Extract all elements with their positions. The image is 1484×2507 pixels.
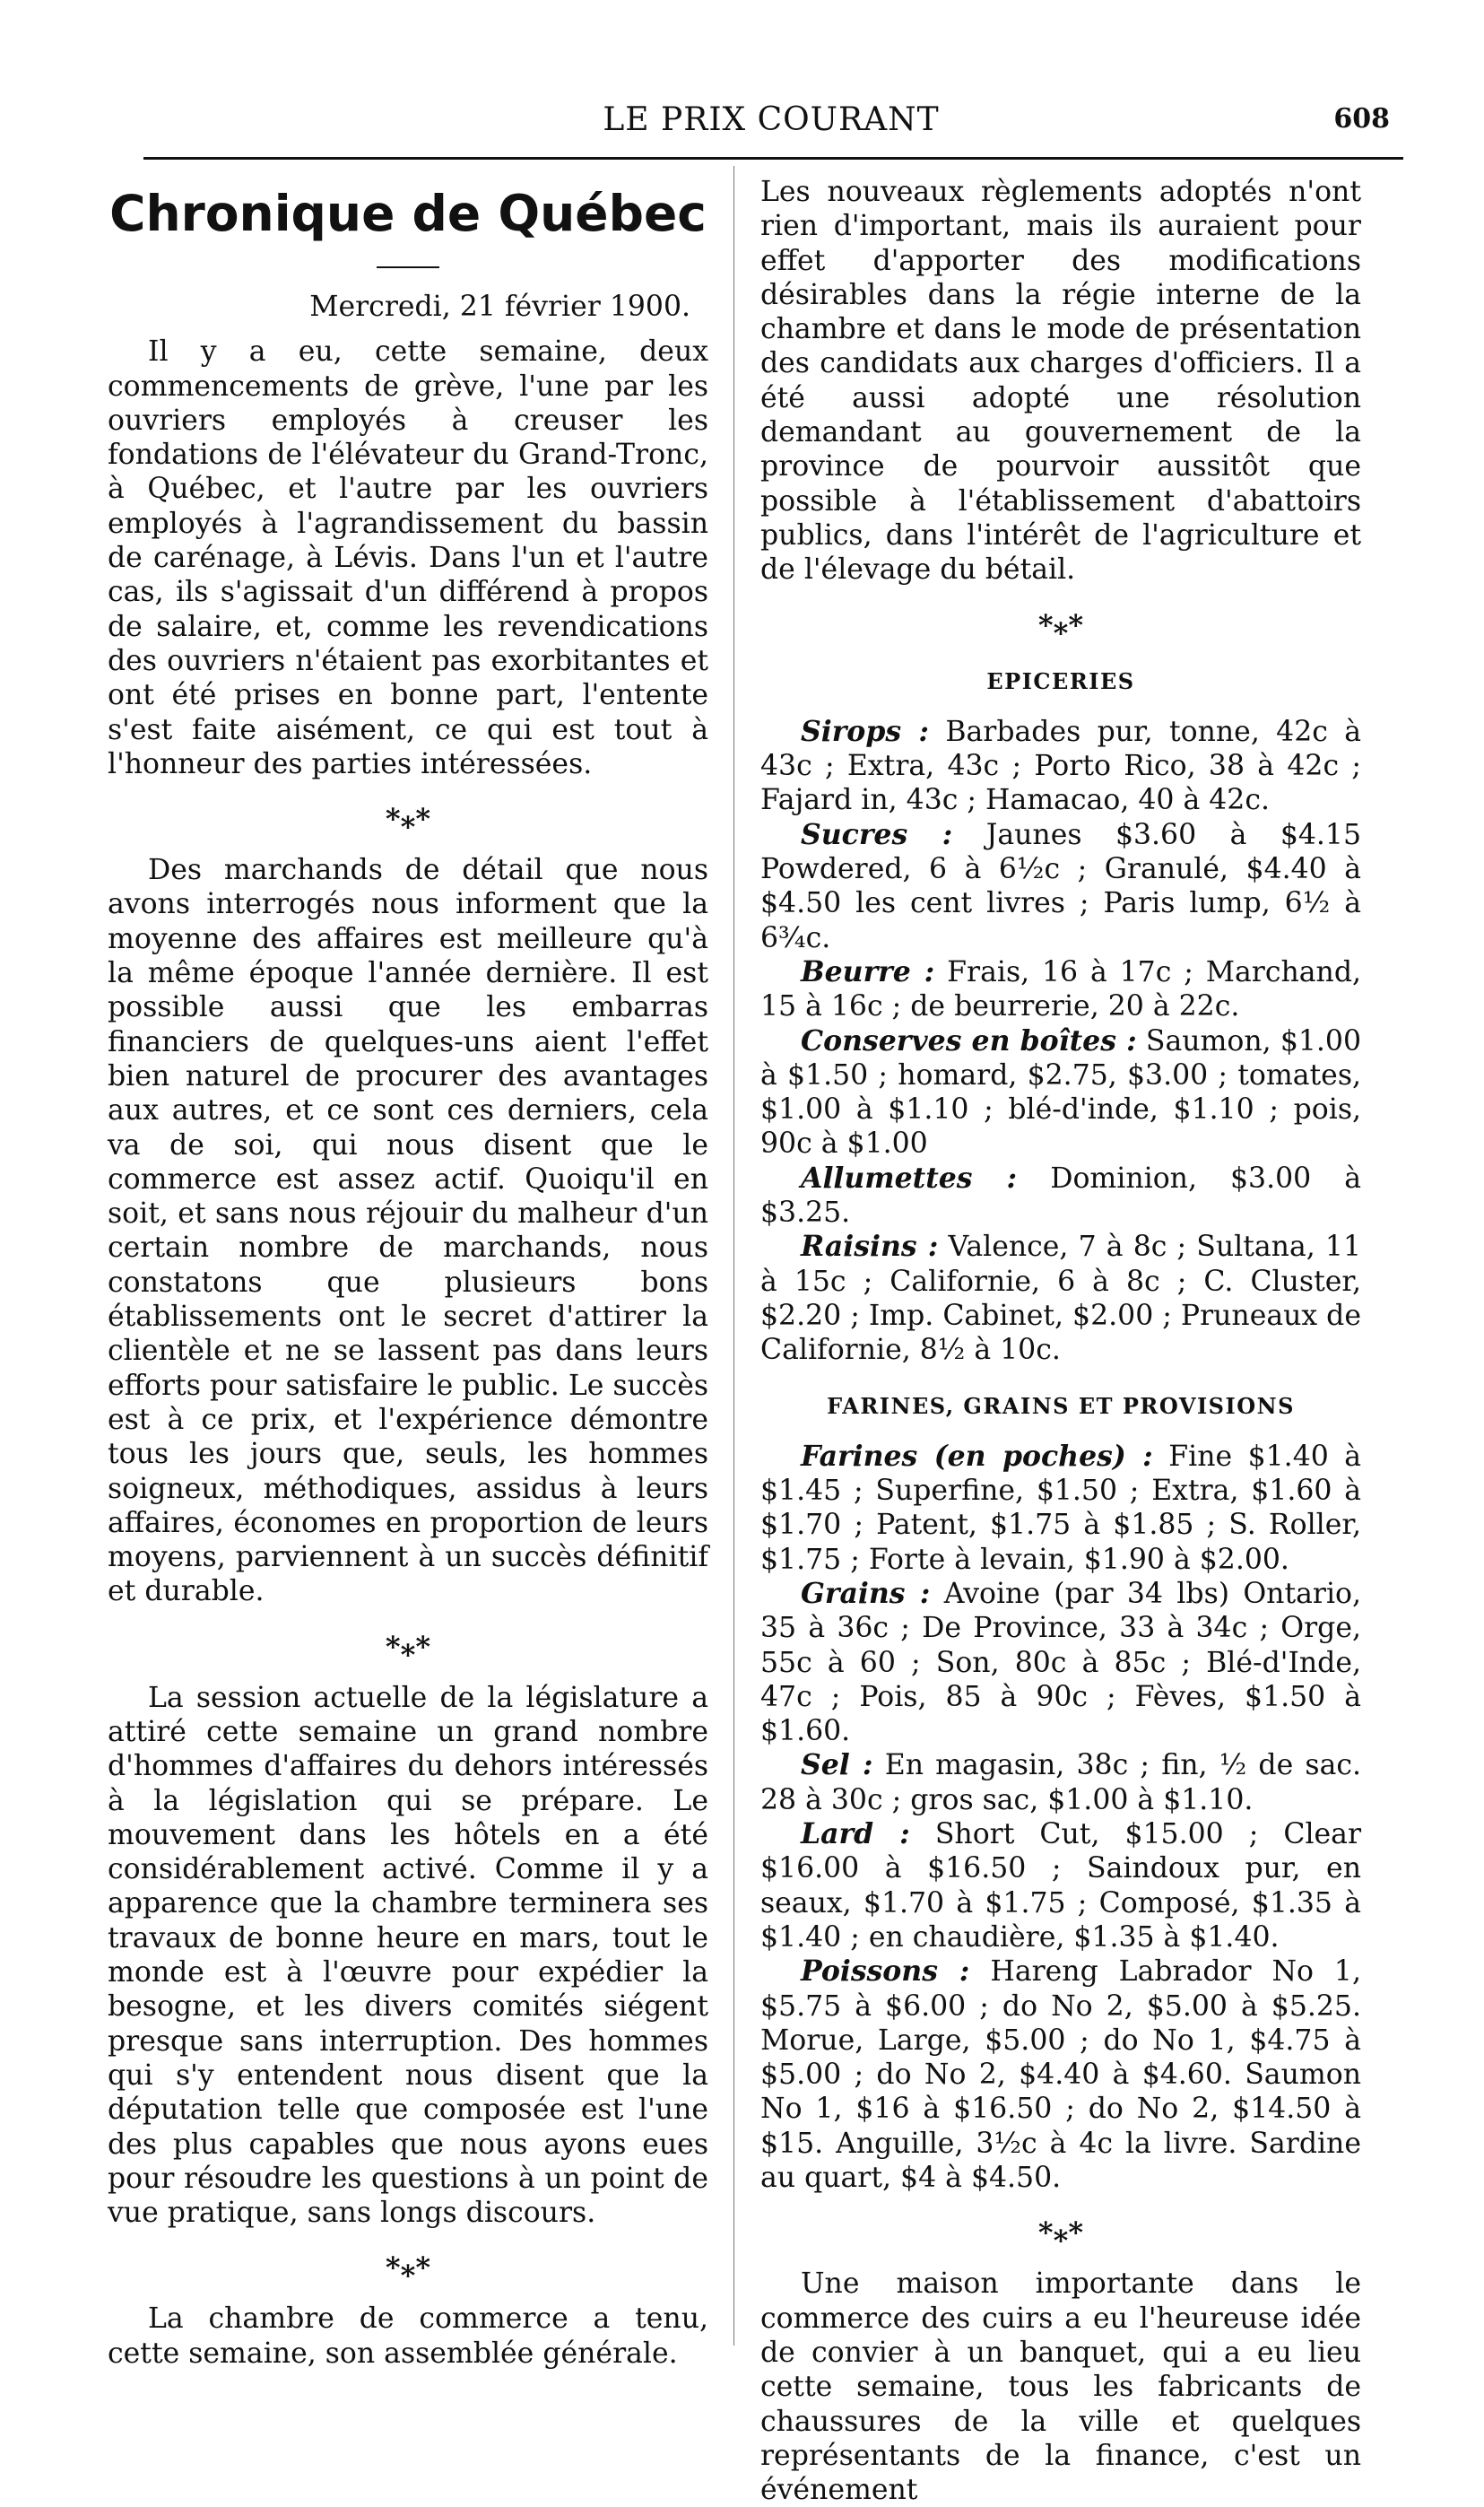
- section-asterism: *⁎*: [385, 2250, 431, 2285]
- price-text: Fine $1.40 à $1.45 ; Superfine, $1.50 ; Extra, $1.60 à $1.70 ; Patent, $1.75 à $1.85 ; S. Roller, $1.75 ; Forte à levain, $1.90 à $2.00.: [760, 1440, 1362, 1576]
- publication-title: LE PRIX COURANT: [603, 101, 940, 138]
- price-entry: [760, 1162, 1361, 1231]
- section-asterism: *⁎*: [1037, 2215, 1084, 2250]
- price-text: Valence, 7 à 8c ; Sultana, 11 à 15c ; Californie, 6 à 8c ; C. Cluster, $2.20 ; Imp. Cabinet, $2.00 ; Pruneaux de Californie, 8½ à 10c.: [760, 1231, 1361, 1367]
- price-entry: [760, 1577, 1361, 1748]
- paragraph: Des marchands de détail que nous avons interrogés nous informent que la moyenne des affaires est meilleure qu'à la même époque l'année dernière. Il est possible aussi que les embarras financiers de quelques-uns aient l'effet bien naturel de procurer des avantages aux autres, et ce sont ces derniers, cela va de soi, qui nous disent que le commerce est assez actif. Quoiqu'il en soit, et sans nous réjouir du malheur d'un certain nombre de marchands, nous constatons que plusieurs bons établissements ont le secret d'attirer la clientèle et ne se lassent pas dans leurs efforts pour satisfaire le public. Le succès est à ce prix, et l'expérience démontre tous les jours que, seuls, les hommes soigneux, méthodiques, assidus à leurs affaires, économes en proportion de leurs moyens, parviennent à un succès définitif et durable.: [108, 854, 708, 1608]
- price-category: Sel :: [801, 1748, 873, 1782]
- paragraph: Une maison importante dans le commerce des cuirs a eu l'heureuse idée de convier à un banquet, qui a eu lieu cette semaine, tous les fabricants de chaussures de la ville et quelques représentants de la finance, c'est un événement: [760, 2268, 1361, 2507]
- paragraph: La session actuelle de la législature a attiré cette semaine un grand nombre d'hommes d'affaires du dehors intéressés à la législation qui se prépare. Le mouvement dans les hôtels en a été considérablement activé. Comme il y a apparence que la chambre terminera ses travaux de bonne heure en mars, tout le monde est à l'œuvre pour expédier la besogne, et les divers comités siégent presque sans interruption. Des hommes qui s'y entendent nous disent que la députation telle que composée est l'une des plus capables que nous ayons eues pour résoudre les questions à un point de vue pratique, sans longs discours.: [108, 1681, 708, 2230]
- price-entry: [760, 818, 1361, 955]
- price-category: Beurre :: [801, 954, 935, 988]
- price-entry: [760, 955, 1361, 1024]
- section-heading-epiceries: EPICERIES: [986, 667, 1135, 694]
- price-category: Sucres :: [801, 817, 953, 851]
- price-text: Saumon, $1.00 à $1.50 ; homard, $2.75, $3.00 ; tomates, $1.00 à $1.10 ; blé-d'inde, $1.10 ; pois, 90c à $1.00: [760, 1024, 1362, 1161]
- dateline: Mercredi, 21 février 1900.: [309, 291, 690, 323]
- paragraph: La chambre de commerce a tenu, cette semaine, son assemblée générale.: [108, 2302, 708, 2370]
- price-entry: [760, 715, 1361, 818]
- price-text: Frais, 16 à 17c ; Marchand, 15 à 16c ; de beurrerie, 20 à 22c.: [760, 955, 1362, 1023]
- column-divider: [733, 166, 734, 2346]
- section-asterism: *⁎*: [1037, 607, 1084, 642]
- page-number: 608: [1333, 103, 1390, 135]
- article-title: Chronique de Québec: [109, 185, 707, 242]
- price-category: Grains :: [801, 1576, 931, 1610]
- right-column: [760, 175, 1361, 2507]
- section-asterism: *⁎*: [385, 1629, 431, 1664]
- section-heading-farines: FARINES, GRAINS ET PROVISIONS: [827, 1392, 1295, 1419]
- price-text: Barbades pur, tonne, 42c à 43c ; Extra, 43c ; Porto Rico, 38 à 42c ; Fajard in, 43c ; Hamacao, 40 à 42c.: [760, 715, 1361, 817]
- price-category: Farines (en poches) :: [801, 1439, 1153, 1473]
- paragraph: Il y a eu, cette semaine, deux commencements de grève, l'une par les ouvriers employés à creuser les fondations de l'élévateur du Grand-Tronc, à Québec, et l'autre par les ouvriers employés à l'agrandissement du bassin de carénage, à Lévis. Dans l'un et l'autre cas, ils s'agissait d'un différend à propos de salaire, et, comme les revendications des ouvriers n'étaient pas exorbitantes et ont été prises en bonne part, l'entente s'est faite aisément, ce qui est tout à l'honneur des parties intéressées.: [108, 335, 708, 780]
- left-column: [108, 175, 708, 2371]
- price-category: Sirops :: [801, 714, 929, 748]
- header-rule: [143, 157, 1403, 160]
- price-text: Jaunes $3.60 à $4.15 Powdered, 6 à 6½c ; Granulé, $4.40 à $4.50 les cent livres ; Paris lump, 6½ à 6¾c.: [760, 818, 1362, 954]
- price-entry: [760, 1817, 1361, 1954]
- price-entry: [760, 1440, 1361, 1577]
- price-category: Poissons :: [801, 1954, 970, 1989]
- price-text: Dominion, $3.00 à $3.25.: [760, 1162, 1362, 1230]
- price-category: Raisins :: [801, 1230, 939, 1264]
- price-entry: [760, 1230, 1361, 1367]
- price-text: Avoine (par 34 lbs) Ontario, 35 à 36c ; De Province, 33 à 34c ; Orge, 55c à 60 ; Son, 80c à 85c ; Blé-d'Inde, 47c ; Pois, 85 à 90c ; Fèves, $1.50 à $1.60.: [760, 1577, 1362, 1748]
- price-entry: [760, 1748, 1361, 1817]
- price-entry: [760, 1024, 1361, 1162]
- paragraph: Les nouveaux règlements adoptés n'ont rien d'important, mais ils auraient pour effet d'apporter des modifications désirables dans la régie interne de la chambre et dans le mode de présentation des candidats aux charges d'officiers. Il a été aussi adopté une résolution demandant au gouvernement de la province de pourvoir aussitôt que possible à l'établissement d'abattoirs publics, dans l'intérêt de l'agriculture et de l'élevage du bétail.: [760, 176, 1361, 587]
- price-text: En magasin, 38c ; fin, ½ de sac. 28 à 30c ; gros sac, $1.00 à $1.10.: [760, 1749, 1362, 1816]
- page-header: [143, 94, 1399, 148]
- price-category: Lard :: [801, 1817, 910, 1851]
- price-category: Allumettes :: [801, 1161, 1018, 1195]
- price-text: Short Cut, $15.00 ; Clear $16.00 à $16.50 ; Saindoux pur, en seaux, $1.70 à $1.75 ; Composé, $1.35 à $1.40 ; en chaudière, $1.35 à $1.40.: [760, 1818, 1362, 1954]
- title-rule: [377, 266, 439, 268]
- price-category: Conserves en boîtes :: [801, 1023, 1137, 1058]
- price-entry: [760, 1954, 1361, 2195]
- price-text: Hareng Labrador No 1, $5.75 à $6.00 ; do No 2, $5.00 à $5.25. Morue, Large, $5.00 ; do No 1, $4.75 à $5.00 ; do No 2, $4.40 à $4.60. Saumon No 1, $16 à $16.50 ; do No 2, $14.50 à $15. Anguille, 3½c à 4c la livre. Sardine au quart, $4 à $4.50.: [760, 1955, 1361, 2195]
- section-asterism: *⁎*: [385, 802, 431, 837]
